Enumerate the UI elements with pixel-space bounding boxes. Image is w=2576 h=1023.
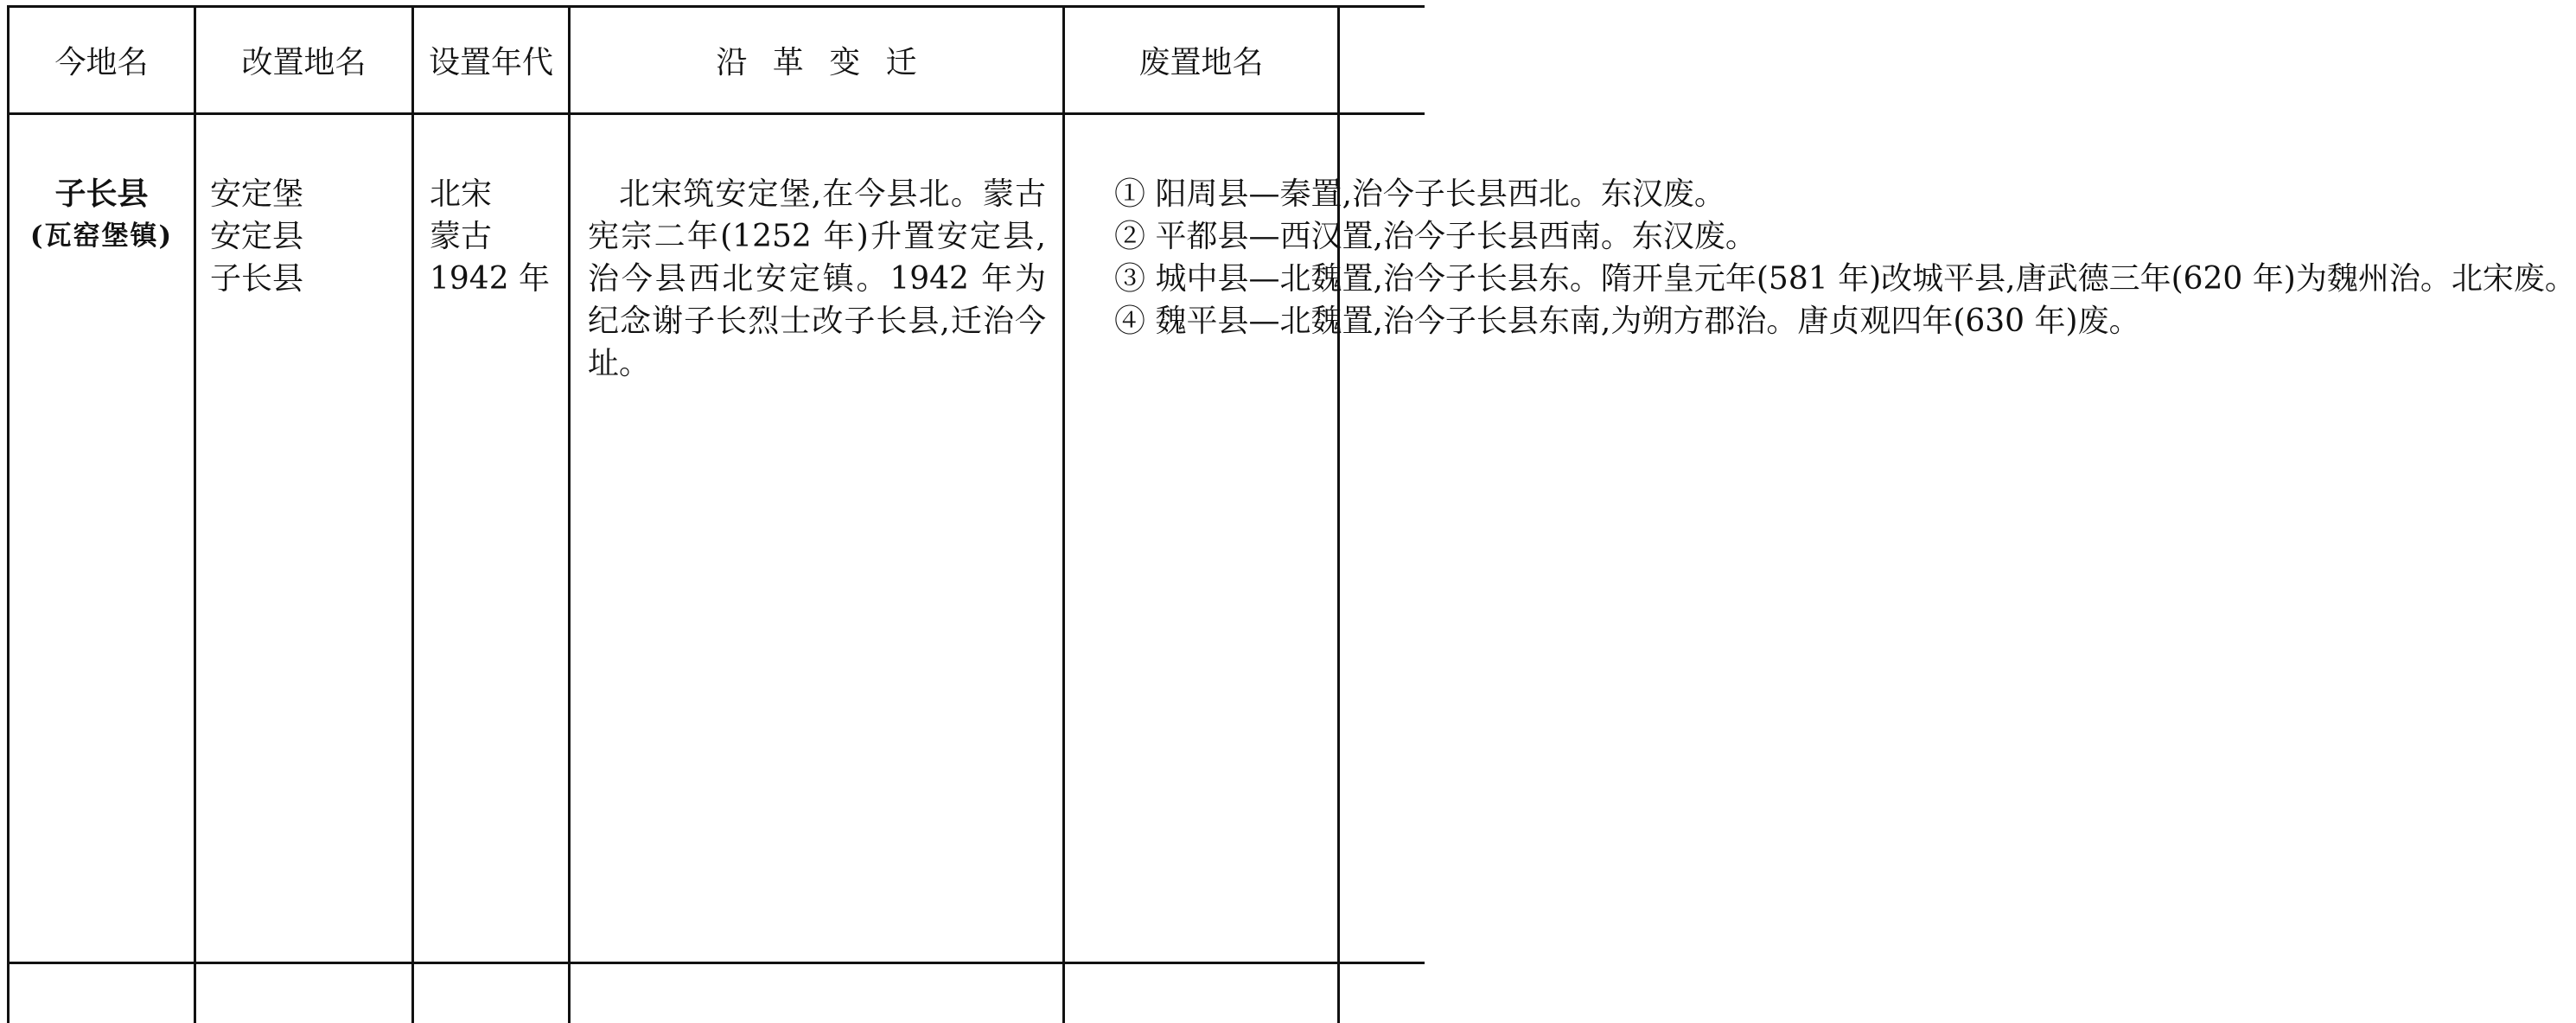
abolished-item: ① 阳周县—秦置,治今子长县西北。东汉废。 <box>1114 176 1725 212</box>
header-history: 沿 革 变 迁 <box>716 45 917 80</box>
row-bottom-border <box>7 962 1425 964</box>
column-divider <box>7 7 10 1023</box>
header-changed-name: 改置地名 <box>241 45 367 80</box>
changed-names-cell <box>210 173 405 300</box>
column-divider <box>194 7 196 1023</box>
abolished-item: ③ 城中县—北魏置,治今子长县东。隋开皇元年(581 年)改城平县,唐武德三年(620 年)为魏州治。北宋废。 <box>1114 261 2576 297</box>
column-divider <box>411 7 414 1023</box>
year-item: 蒙古 <box>430 219 493 254</box>
changed-name-item: 安定县 <box>210 219 304 254</box>
abolished-item: ④ 魏平县—北魏置,治今子长县东南,为朔方郡治。唐贞观四年(630 年)废。 <box>1114 304 2140 339</box>
year-item: 1942 年 <box>430 261 551 297</box>
years-cell <box>430 173 564 300</box>
header-abolished-name: 废置地名 <box>1138 45 1264 80</box>
history-text: 北宋筑安定堡,在今县北。蒙古宪宗二年(1252 年)升置安定县,治今县西北安定镇。1942 年为纪念谢子长烈士改子长县,迁治今址。 <box>588 176 1046 381</box>
header-year: 设置年代 <box>428 45 553 80</box>
year-item: 北宋 <box>430 176 493 212</box>
column-divider <box>1062 7 1065 1023</box>
current-name-cell <box>10 173 194 258</box>
header-current-name: 今地名 <box>54 45 149 80</box>
changed-name-item: 子长县 <box>210 261 304 297</box>
column-divider <box>1337 7 1340 1023</box>
abolished-names-cell <box>1083 173 2576 342</box>
column-divider <box>568 7 571 1023</box>
current-name: 子长县 <box>54 176 149 212</box>
abolished-item: ② 平都县—西汉置,治今子长县西南。东汉废。 <box>1114 219 1757 254</box>
changed-name-item: 安定堡 <box>210 176 304 212</box>
current-name-sub: (瓦窑堡镇) <box>29 221 174 252</box>
